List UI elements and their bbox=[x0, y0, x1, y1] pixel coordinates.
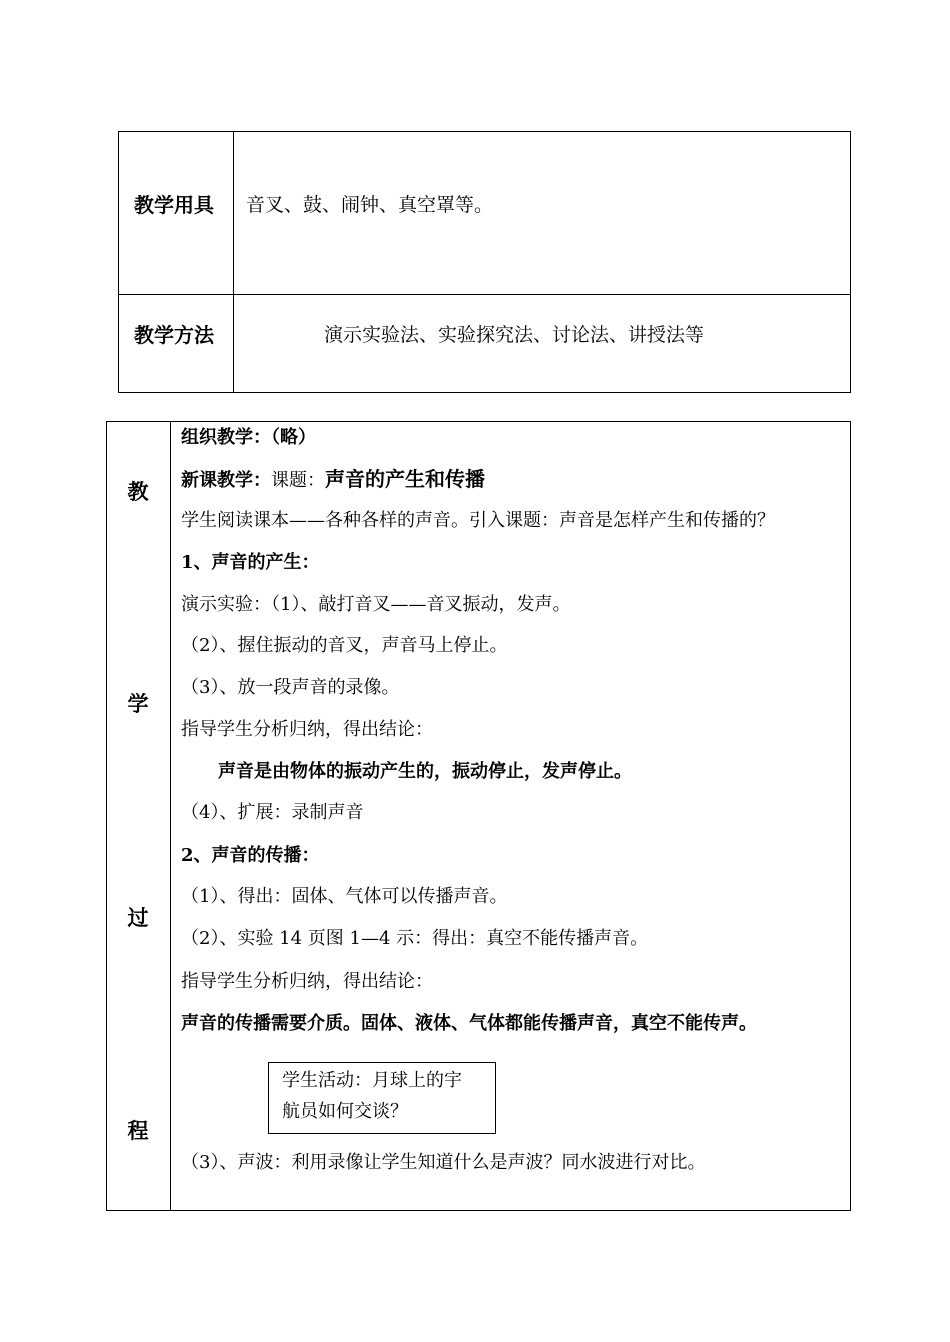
side-label-char-1: 教 bbox=[127, 479, 149, 504]
line-propagation-1: （1）、得出：固体、气体可以传播声音。 bbox=[181, 886, 508, 907]
conclusion-sound-propagation: 声音的传播需要介质。固体、液体、气体都能传播声音，真空不能传声。 bbox=[181, 1013, 757, 1034]
student-activity-line-1: 学生活动：月球上的宇 bbox=[282, 1070, 462, 1091]
heading-sound-production: 1、声音的产生： bbox=[181, 552, 320, 573]
line-sound-waves: （3）、声波：利用录像让学生知道什么是声波？同水波进行对比。 bbox=[181, 1152, 706, 1173]
table1-row-divider bbox=[118, 294, 851, 295]
teaching-tools-content: 音叉、鼓、闹钟、真空罩等。 bbox=[246, 194, 494, 216]
line-extension: （4）、扩展：录制声音 bbox=[181, 802, 364, 823]
side-label-char-3: 过 bbox=[127, 905, 149, 930]
line-guide-conclusion-1: 指导学生分析归纳，得出结论： bbox=[181, 719, 433, 740]
line-propagation-2: （2）、实验 14 页图 1—4 示：得出：真空不能传播声音。 bbox=[181, 928, 649, 949]
new-lesson-topic-label: 课题： bbox=[271, 470, 325, 491]
label-teaching-methods: 教学方法 bbox=[134, 323, 214, 347]
line-organize-teaching: 组织教学：（略） bbox=[181, 427, 316, 448]
lesson-title: 声音的产生和传播 bbox=[325, 467, 485, 491]
conclusion-sound-production: 声音是由物体的振动产生的，振动停止，发声停止。 bbox=[218, 761, 632, 782]
student-activity-line-2: 航员如何交谈？ bbox=[282, 1101, 408, 1122]
line-demo-experiment-2: （2）、握住振动的音叉，声音马上停止。 bbox=[181, 635, 508, 656]
student-activity-box bbox=[268, 1062, 496, 1134]
teaching-methods-content: 演示实验法、实验探究法、讨论法、讲授法等 bbox=[324, 324, 705, 346]
new-lesson-prefix: 新课教学： bbox=[181, 470, 271, 491]
line-read-textbook: 学生阅读课本——各种各样的声音。引入课题：声音是怎样产生和传播的？ bbox=[181, 510, 775, 531]
line-new-lesson bbox=[181, 467, 485, 493]
line-demo-experiment-1: 演示实验：（1）、敲打音叉——音叉振动，发声。 bbox=[181, 594, 571, 615]
line-guide-conclusion-2: 指导学生分析归纳，得出结论： bbox=[181, 971, 433, 992]
table2-column-divider bbox=[170, 421, 171, 1211]
table1-column-divider bbox=[233, 131, 234, 393]
table-teaching-tools-methods bbox=[118, 131, 851, 393]
line-demo-experiment-3: （3）、放一段声音的录像。 bbox=[181, 677, 400, 698]
label-teaching-tools: 教学用具 bbox=[134, 193, 214, 217]
side-label-char-2: 学 bbox=[127, 691, 149, 716]
heading-sound-propagation: 2、声音的传播： bbox=[181, 845, 320, 866]
side-label-char-4: 程 bbox=[127, 1118, 149, 1143]
